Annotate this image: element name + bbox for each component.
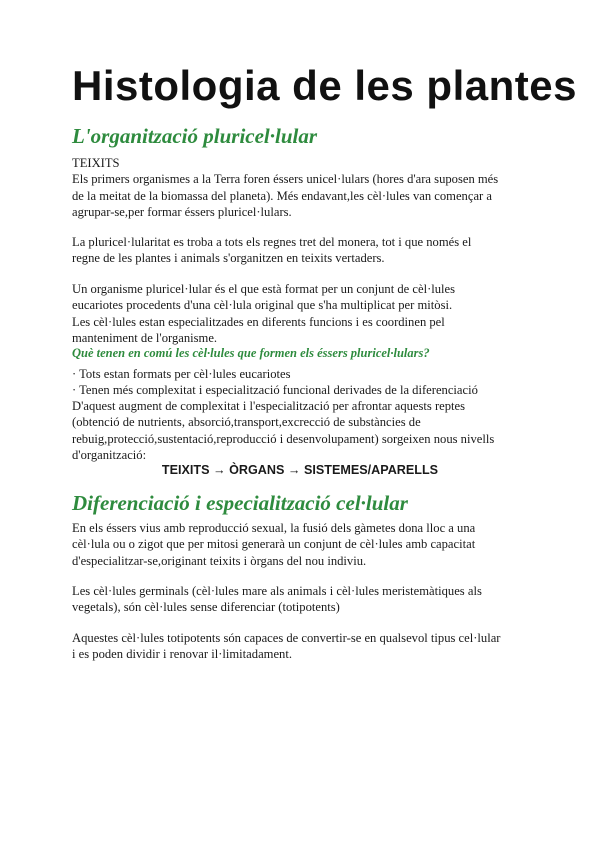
paragraph-line: eucariotes procedents d'una cèl·lula original que s'ha multiplicat per mitòsi. — [72, 298, 453, 312]
organization-levels: TEIXITS → ÒRGANS → SISTEMES/APARELLS — [161, 463, 439, 477]
section-heading-organization: L'organització pluricel·lular — [72, 124, 318, 148]
paragraph-line: Els primers organismes a la Terra foren éssers unicel·lulars (hores d'ara suposen més — [72, 172, 499, 186]
paragraph-line: d'organització: — [72, 448, 147, 462]
paragraph-line: En els éssers vius amb reproducció sexual, la fusió dels gàmetes dona lloc a una — [72, 521, 476, 535]
paragraph-line: Les cèl·lules estan especialitzades en diferents funcions i es coordinen pel — [72, 315, 445, 329]
paragraph-line: d'especialitzar-se,originant teixits i òrgans del nou indiviu. — [72, 554, 367, 568]
paragraph-line: Les cèl·lules germinals (cèl·lules mare als animals i cèl·lules meristemàtiques als — [72, 584, 482, 598]
paragraph-line: (obtenció de nutrients, absorció,transport,excrecció de substàncies de — [72, 415, 421, 429]
paragraph-line: Aquestes cèl·lules totipotents són capaces de convertir-se en qualsevol tipus cel·lular — [72, 631, 501, 645]
paragraph-line: regne de les plantes i animals s'organitzen en teixits vertaders. — [72, 251, 385, 265]
paragraph-line: cèl·lula ou o zigot que per mitosi generarà un conjunt de cèl·lules amb capacitat — [72, 537, 476, 551]
paragraph-line: agrupar-se,per formar éssers pluricel·lulars. — [72, 205, 292, 219]
paragraph-line: de la meitat de la biomassa del planeta). Més endavant,les cèl·lules van començar a — [72, 189, 492, 203]
bullet-item: · Tots estan formats per cèl·lules eucariotes — [72, 367, 291, 381]
paragraph-line: i es poden dividir i renovar il·limitadament. — [72, 647, 292, 661]
paragraph-line: D'aquest augment de complexitat i l'especialització per afrontar aquests reptes — [72, 399, 466, 413]
subheading-question: Què tenen en comú les cèl·lules que formen els éssers pluricel·lulars? — [72, 346, 430, 360]
paragraph-line: La pluricel·lularitat es troba a tots els regnes tret del monera, tot i que només el — [72, 235, 472, 249]
paragraph-line: manteniment de l'organisme. — [72, 331, 218, 345]
paragraph-line: vegetals), són cèl·lules sense diferenciar (totipotents) — [72, 600, 340, 614]
label-teixits: TEIXITS — [72, 156, 120, 170]
paragraph-line: rebuig,protecció,sustentació,reproducció i desenvolupament) sorgeixen nous nivells — [72, 432, 495, 446]
bullet-item: · Tenen més complexitat i especialització funcional derivades de la diferenciació — [72, 383, 478, 397]
section-heading-differentiation: Diferenciació i especialització cel·lular — [72, 491, 408, 515]
paragraph-line: Un organisme pluricel·lular és el que està format per un conjunt de cèl·lules — [72, 282, 456, 296]
page-title: Histologia de les plantes — [72, 62, 577, 109]
